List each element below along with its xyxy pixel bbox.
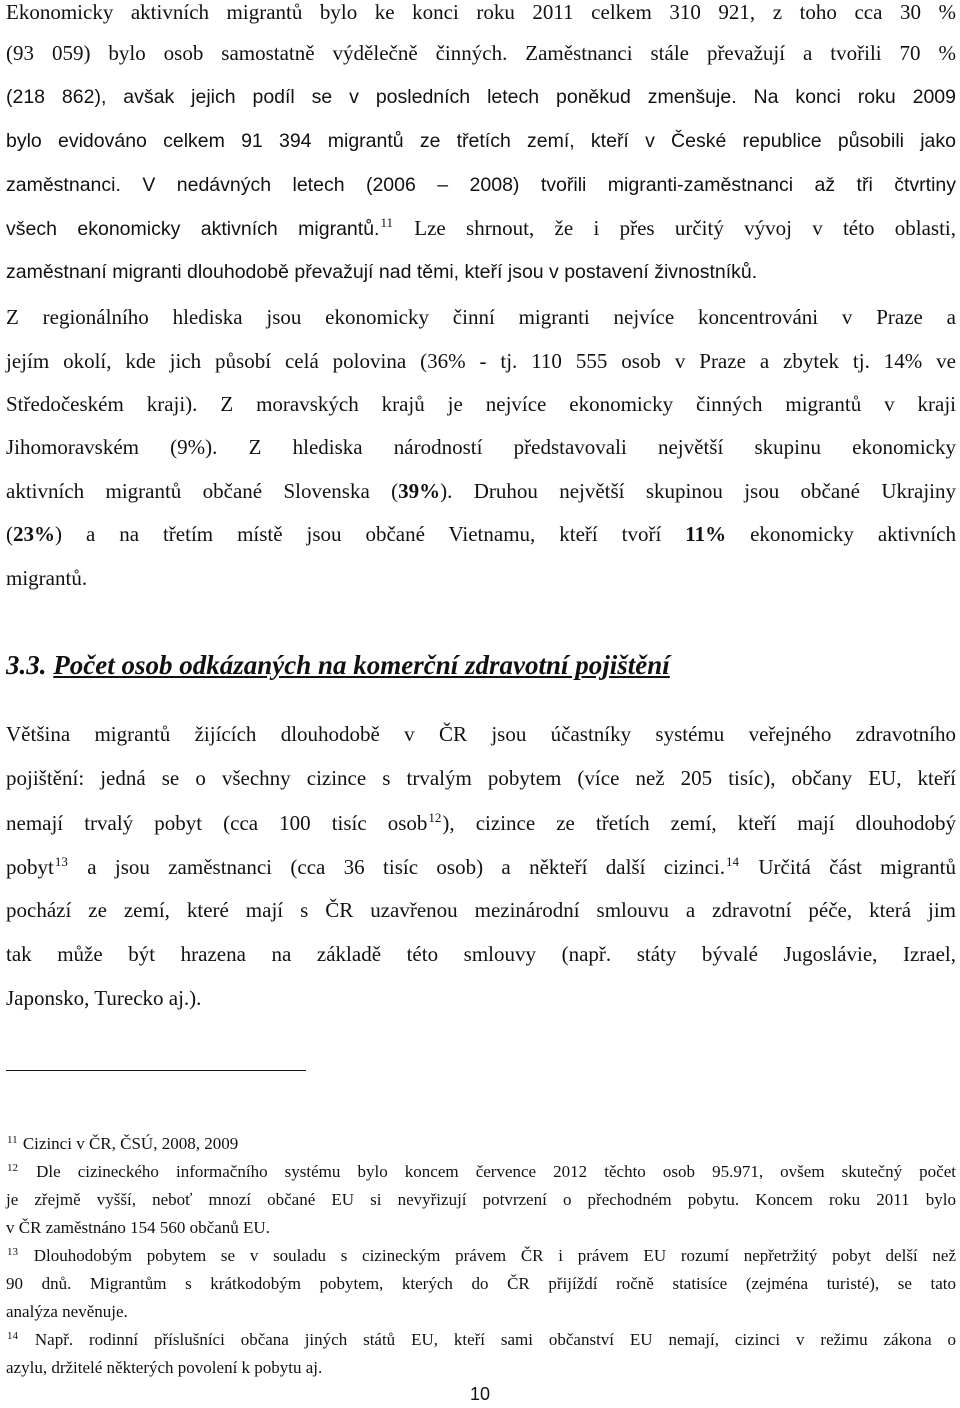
text-segment: ( [6, 522, 13, 546]
text-line: (218 862), avšak jejich podíl se v posledních letech poněkud zmenšuje. Na konci roku 2009 [6, 86, 956, 108]
footnote-11 [6, 1134, 956, 1156]
text-line: Většina migrantů žijících dlouhodobě v ČR jsou účastníky systému veřejného zdravotního [6, 722, 956, 746]
text-line: zaměstnaní migranti dlouhodobě převažují nad těmi, kteří jsou v postavení živnostníků. [6, 261, 758, 283]
text-line: zaměstnanci. V nedávných letech (2006 – 2008) tvořili migranti-zaměstnanci až tři čtvrtiny [6, 174, 956, 196]
footnote-text: Dlouhodobým pobytem se v souladu s cizineckým právem ČR i právem EU rozumí nepřetržitý pobyt delší než [19, 1246, 956, 1265]
text-segment: a jsou zaměstnanci (cca 36 tisíc osob) a někteří další cizinci. [68, 855, 725, 879]
text-line [6, 811, 956, 838]
text-line: migrantů. [6, 566, 88, 590]
footnote-12-line: v ČR zaměstnáno 154 560 občanů EU. [6, 1218, 270, 1237]
text-line: pochází ze zemí, které mají s ČR uzavřenou mezinárodní smlouvu a zdravotní péče, která jim [6, 898, 956, 922]
text-line: tak může být hrazena na základě této smlouvy (např. státy bývalé Jugoslávie, Izrael, [6, 942, 956, 966]
footnote-number: 11 [7, 1134, 18, 1146]
text-line: pojištění: jedná se o všechny cizince s trvalým pobytem (více než 205 tisíc), občany EU, kteří [6, 766, 956, 790]
footnote-14 [6, 1330, 956, 1352]
text-line: bylo evidováno celkem 91 394 migrantů ze třetích zemí, kteří v České republice působili jako [6, 130, 956, 152]
footnote-text: Dle cizineckého informačního systému bylo koncem července 2012 těchto osob 95.971, ovšem skutečný počet [19, 1162, 956, 1181]
footnote-ref-11: 11 [380, 215, 393, 230]
footnote-text: Cizinci v ČR, ČSÚ, 2008, 2009 [18, 1134, 239, 1153]
footnote-ref-14: 14 [726, 854, 739, 869]
footnote-number: 14 [7, 1330, 18, 1342]
footnote-ref-12: 12 [428, 810, 442, 825]
text-line [6, 855, 956, 882]
text-line [6, 216, 956, 243]
text-segment: Určitá část migrantů [740, 855, 957, 879]
text-line: Středočeském kraji). Z moravských krajů je nejvíce ekonomicky činných migrantů v kraji [6, 392, 956, 416]
text-line: (93 059) bylo osob samostatně výdělečně činných. Zaměstnanci stále převažují a tvořili 70 % [6, 41, 956, 65]
text-segment: ), cizince ze třetích zemí, kteří mají dlouhodobý [442, 811, 956, 835]
footnote-13-line: 90 dnů. Migrantům s krátkodobým pobytem, kterých do ČR přijíždí ročně statisíce (zejména turisté), se tato [6, 1274, 956, 1293]
footnote-12 [6, 1162, 956, 1184]
footnote-13-line: analýza nevěnuje. [6, 1302, 128, 1321]
footnote-13 [6, 1246, 956, 1268]
section-title: Počet osob odkázaných na komerční zdravotní pojištění [53, 650, 670, 680]
percentage-ukraine: 23% [13, 522, 55, 546]
text-segment: všech ekonomicky aktivních migrantů. [6, 218, 380, 240]
section-heading [6, 650, 670, 681]
text-segment: aktivních migrantů občané Slovenska ( [6, 479, 399, 503]
footnote-text: Např. rodinní příslušníci občana jiných států EU, kteří sami občanství EU nemají, cizinci v režimu zákona o [19, 1330, 956, 1349]
section-number: 3.3. [6, 650, 54, 680]
text-segment: ) a na třetím místě jsou občané Vietnamu, kteří tvoří [55, 522, 686, 546]
text-line: Z regionálního hlediska jsou ekonomicky činní migranti nejvíce koncentrováni v Praze a [6, 305, 956, 329]
text-line: Jihomoravském (9%). Z hlediska národností představovali největší skupinu ekonomicky [6, 435, 956, 459]
text-segment: pobyt [6, 855, 54, 879]
footnote-12-line: je zřejmě vyšší, neboť mnozí občané EU si nevyřizují potvrzení o přechodném pobytu. Koncem roku 2011 bylo [6, 1190, 956, 1209]
percentage-vietnam: 11% [685, 522, 727, 546]
footnote-separator [6, 1070, 306, 1071]
footnote-number: 13 [7, 1246, 18, 1258]
footnote-14-line: azylu, držitelé některých povolení k pobytu aj. [6, 1358, 323, 1377]
percentage-slovakia: 39% [398, 479, 441, 503]
text-line [6, 479, 956, 503]
text-line: jejím okolí, kde jich působí celá polovina (36% - tj. 110 555 osob v Praze a zbytek tj. 14% ve [6, 349, 956, 373]
text-segment: ). Druhou největší skupinou jsou občané Ukrajiny [440, 479, 956, 503]
footnote-ref-13: 13 [54, 854, 68, 869]
text-segment: Lze shrnout, že i přes určitý vývoj v této oblasti, [394, 216, 956, 240]
text-segment: ekonomicky aktivních [726, 522, 956, 546]
text-segment: nemají trvalý pobyt (cca 100 tisíc osob [6, 811, 428, 835]
page-number: 10 [469, 1384, 491, 1404]
text-line [6, 522, 956, 546]
text-line: Japonsko, Turecko aj.). [6, 986, 202, 1010]
text-line: Ekonomicky aktivních migrantů bylo ke konci roku 2011 celkem 310 921, z toho cca 30 % [6, 0, 956, 24]
footnote-number: 12 [7, 1162, 18, 1174]
